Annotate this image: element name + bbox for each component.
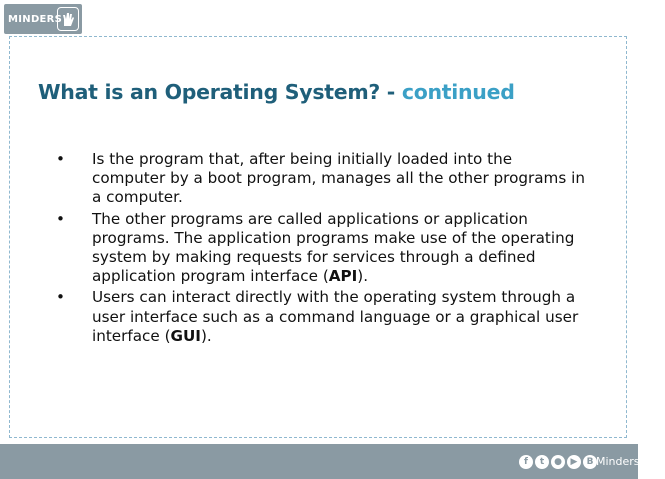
social-icons (519, 454, 597, 470)
bullet-text: Users can interact directly with the operating system through a user interface such as a command language or a graphical user interface ( (92, 288, 579, 345)
title-main: What is an Operating System? - (38, 80, 402, 104)
bullet-bold-term: API (328, 267, 358, 286)
bullet-marker: • (56, 288, 65, 307)
bullet-text: The other programs are called applications or application programs. The application programs make use of the operating system by making requests for services through a defined application program interface ( (92, 209, 575, 286)
flickr-icon[interactable]: ● (551, 455, 565, 469)
footer-handle: MindersFCIH (596, 455, 665, 468)
hand-emblem-icon (57, 7, 79, 31)
twitter-icon[interactable]: t (535, 455, 549, 469)
facebook-icon[interactable]: f (519, 455, 533, 469)
bullet-marker: • (56, 150, 65, 168)
bullet-text-end: ). (200, 326, 212, 345)
title-accent: continued (401, 80, 515, 104)
bullet-item-1 (56, 150, 586, 208)
bullet-marker: • (56, 209, 65, 228)
bullet-bold-term: GUI (170, 326, 201, 345)
bullet-text-end: ). (357, 267, 369, 286)
bullet-item-3 (56, 288, 586, 346)
youtube-icon[interactable]: ▶ (567, 455, 581, 469)
blog-icon[interactable]: B (583, 455, 597, 469)
minders-logo (4, 4, 82, 34)
logo-text: MINDERS (8, 13, 63, 25)
bullet-text: Is the program that, after being initially loaded into the computer by a boot program, manages all the other programs in a computer. (92, 150, 585, 207)
slide-title (38, 80, 515, 104)
bullet-list (56, 150, 586, 348)
bullet-item-2 (56, 210, 586, 287)
